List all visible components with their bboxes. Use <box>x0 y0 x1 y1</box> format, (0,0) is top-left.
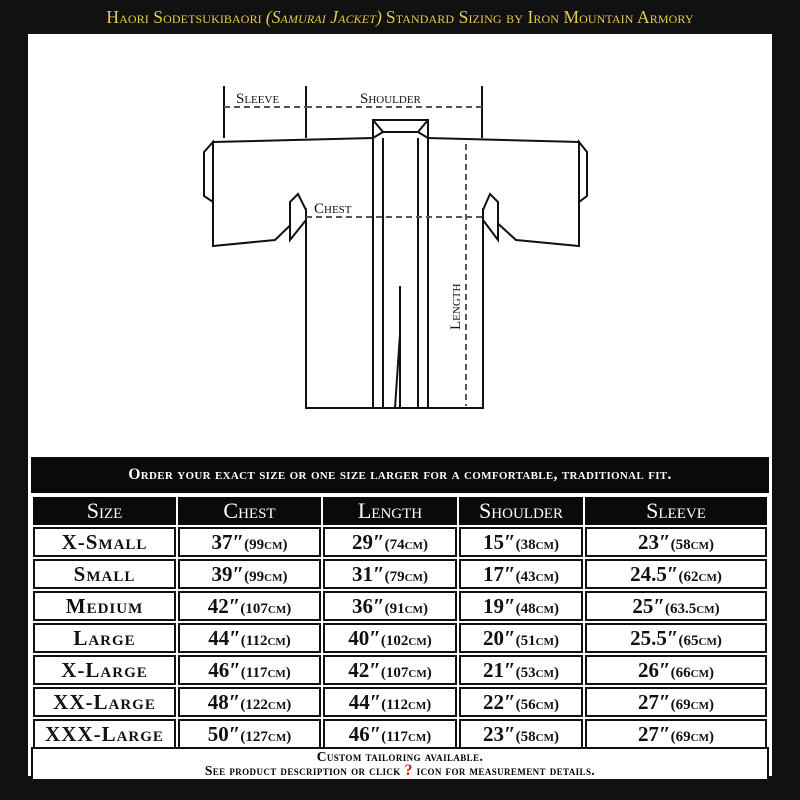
question-icon[interactable]: ? <box>404 762 413 779</box>
length-cell: 36″(91cm) <box>323 591 457 621</box>
chest-cell: 48″(122cm) <box>178 687 321 717</box>
table-row <box>33 719 767 749</box>
chest-label: Chest <box>314 201 352 217</box>
shoulder-cell: 19″(48cm) <box>459 591 583 621</box>
sleeve-label: Sleeve <box>236 91 280 107</box>
length-cell: 42″(107cm) <box>323 655 457 685</box>
title-italic: (Samurai Jacket) <box>265 6 382 27</box>
fit-advice-banner: Order your exact size or one size larger for a comfortable, traditional fit. <box>31 457 769 493</box>
sleeve-cell: 27″(69cm) <box>585 719 767 749</box>
title-brand: Standard Sizing by Iron Mountain Armory <box>385 6 694 27</box>
size-cell: XX-Large <box>33 687 176 717</box>
length-label: Length <box>448 283 464 330</box>
shoulder-cell: 23″(58cm) <box>459 719 583 749</box>
shoulder-cell: 20″(51cm) <box>459 623 583 653</box>
jacket-outline <box>213 120 579 408</box>
custom-tailoring-note <box>31 747 769 781</box>
note-line-1: Custom tailoring available. <box>316 749 484 764</box>
right-sleeve-cuff <box>579 142 587 202</box>
shoulder-cell: 17″(43cm) <box>459 559 583 589</box>
chest-cell: 37″(99cm) <box>178 527 321 557</box>
shoulder-cell: 22″(56cm) <box>459 687 583 717</box>
title-main: Haori Sodetsukibaori <box>106 6 262 27</box>
sleeve-cell: 25″(63.5cm) <box>585 591 767 621</box>
header-length: Length <box>323 497 457 525</box>
size-table <box>31 495 769 751</box>
chest-cell: 50″(127cm) <box>178 719 321 749</box>
shoulder-cell: 15″(38cm) <box>459 527 583 557</box>
header-chest: Chest <box>178 497 321 525</box>
length-cell: 31″(79cm) <box>323 559 457 589</box>
table-row <box>33 623 767 653</box>
chest-cell: 42″(107cm) <box>178 591 321 621</box>
sleeve-cell: 27″(69cm) <box>585 687 767 717</box>
size-cell: X-Small <box>33 527 176 557</box>
header-sleeve: Sleeve <box>585 497 767 525</box>
table-row <box>33 527 767 557</box>
sleeve-cell: 26″(66cm) <box>585 655 767 685</box>
table-row <box>33 591 767 621</box>
length-cell: 46″(117cm) <box>323 719 457 749</box>
sleeve-cell: 23″(58cm) <box>585 527 767 557</box>
chest-cell: 39″(99cm) <box>178 559 321 589</box>
shoulder-label: Shoulder <box>360 91 421 107</box>
table-row <box>33 559 767 589</box>
length-cell: 44″(112cm) <box>323 687 457 717</box>
table-row <box>33 655 767 685</box>
size-cell: Large <box>33 623 176 653</box>
size-table-header <box>33 497 767 525</box>
size-cell: XXX-Large <box>33 719 176 749</box>
header-size: Size <box>33 497 176 525</box>
jacket-diagram <box>28 34 772 444</box>
sleeve-cell: 25.5″(65cm) <box>585 623 767 653</box>
table-row <box>33 687 767 717</box>
size-cell: X-Large <box>33 655 176 685</box>
size-cell: Small <box>33 559 176 589</box>
shoulder-cell: 21″(53cm) <box>459 655 583 685</box>
page-title <box>0 0 800 34</box>
chest-cell: 44″(112cm) <box>178 623 321 653</box>
length-cell: 29″(74cm) <box>323 527 457 557</box>
length-cell: 40″(102cm) <box>323 623 457 653</box>
header-shoulder: Shoulder <box>459 497 583 525</box>
size-cell: Medium <box>33 591 176 621</box>
sleeve-cell: 24.5″(62cm) <box>585 559 767 589</box>
left-sleeve-cuff <box>204 142 213 202</box>
note-line-2: See product description or click ? icon for measurement details. <box>204 762 596 779</box>
chest-cell: 46″(117cm) <box>178 655 321 685</box>
